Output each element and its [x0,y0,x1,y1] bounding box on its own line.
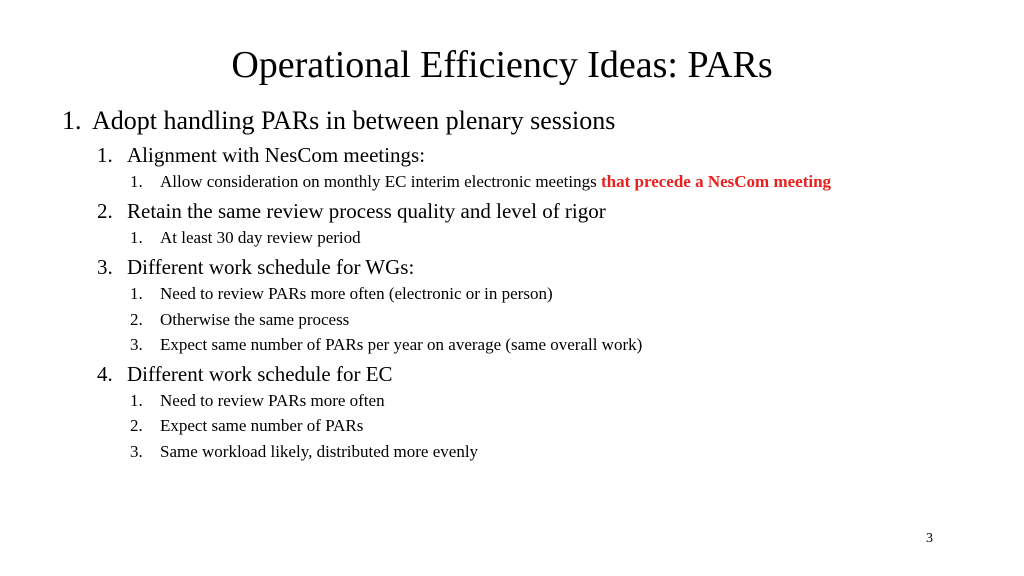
page-number: 3 [926,531,933,546]
slide-title: Operational Efficiency Ideas: PARs [231,44,773,86]
item-text: Expect same number of PARs [160,416,364,435]
item-text: Adopt handling PARs in between plenary sessions [92,106,616,135]
item-number: 1. [130,172,143,191]
item-text: Same workload likely, distributed more evenly [160,442,479,461]
item-text: Otherwise the same process [160,310,350,329]
item-number: 1. [130,284,143,303]
item-text: Need to review PARs more often (electronic or in person) [160,284,553,303]
item-text: Retain the same review process quality and level of rigor [127,199,606,223]
item-number: 1. [130,228,143,247]
item-number: 2. [97,199,113,223]
list-item-level-2 [97,360,393,388]
item-number: 3. [97,255,113,279]
item-number: 1. [130,391,143,410]
item-text: Expect same number of PARs per year on average (same overall work) [160,335,643,354]
item-number: 1. [62,106,82,135]
item-number: 2. [130,416,143,435]
list-item-level-2 [97,197,606,225]
list-item-level-3 [130,226,361,250]
list-item-level-1 [62,105,615,137]
item-number: 3. [130,335,143,354]
list-item-level-3 [130,308,349,332]
item-text: Alignment with NesCom meetings: [127,143,426,167]
item-text: Different work schedule for WGs: [127,255,415,279]
list-item-level-3 [130,282,553,306]
list-item-level-2 [97,253,414,281]
list-item-level-3 [130,170,831,194]
item-text: Different work schedule for EC [127,362,393,386]
item-text: Need to review PARs more often [160,391,385,410]
item-text: Allow consideration on monthly EC interim electronic meetings [160,172,597,191]
list-item-level-3 [130,440,478,464]
highlighted-text: that precede a NesCom meeting [600,172,832,191]
list-item-level-3 [130,389,385,413]
list-item-level-3 [130,333,642,357]
list-item-level-2 [97,141,425,169]
item-number: 2. [130,310,143,329]
item-number: 3. [130,442,143,461]
item-number: 1. [97,143,113,167]
item-text: At least 30 day review period [160,228,361,247]
list-item-level-3 [130,414,363,438]
item-number: 4. [97,362,113,386]
